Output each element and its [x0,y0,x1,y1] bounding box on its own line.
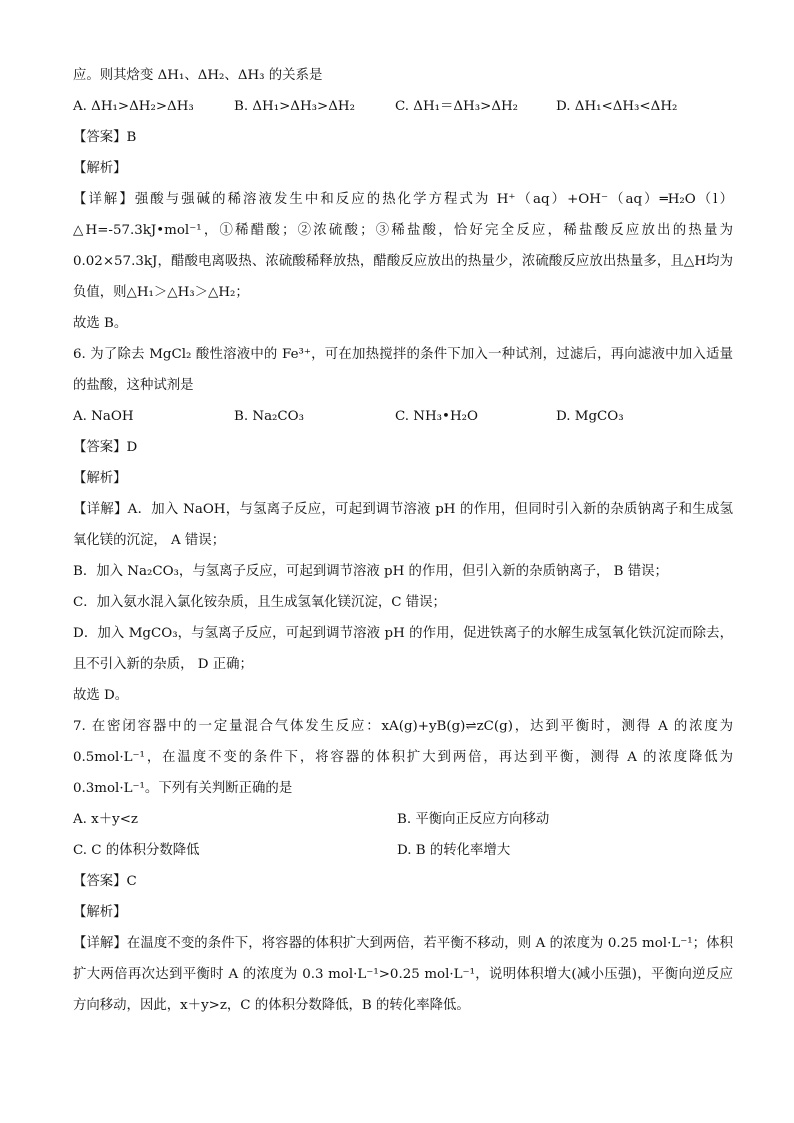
question-6-detail-d: D．加入 MgCO₃，与氢离子反应，可起到调节溶液 pH 的作用，促进铁离子的水解生成氢氧化铁沉淀而除去，且不引入新的杂质， D 正确； [73,626,733,672]
option-b: B. Na₂CO₃ [234,409,305,424]
question-7-options-row1 [73,804,733,835]
question-6-detail-b: B．加入 Na₂CO₃，与氢离子反应，可起到调节溶液 pH 的作用，但引入新的杂质钠离子， B 错误； [73,564,668,579]
question-5-detail: 【详解】强酸与强碱的稀溶液发生中和反应的热化学方程式为 H⁺（aq）+OH⁻（aq）═H₂O（l）△H=-57.3kJ•mol⁻¹，①稀醋酸；②浓硫酸；③稀盐酸，恰好完全反应，稀盐酸反应放出的热量为 0.02×57.3kJ，醋酸电离吸热、浓硫酸稀释放热，醋酸反应放出的热量少，浓硫酸反应放出热量多，且△H均为负值，则△H₁＞△H₃＞△H₂； [73,192,733,300]
document-page [73,60,733,1021]
question-5-options [73,91,733,122]
question-7-stem: 7. 在密闭容器中的一定量混合气体发生反应：xA(g)+yB(g)⇌zC(g)，达到平衡时，测得 A 的浓度为 0.5mol·L⁻¹，在温度不变的条件下，将容器的体积扩大到两倍，再达到平衡，测得 A 的浓度降低为 0.3mol·L⁻¹。下列有关判断正确的是 [73,719,733,796]
question-5-stem-continuation: 应。则其焓变 ΔH₁、ΔH₂、ΔH₃ 的关系是 [73,68,323,83]
question-6-options [73,401,733,432]
option-d: D. ΔH₁<ΔH₃<ΔH₂ [556,99,678,114]
question-7-analysis-heading: 【解析】 [73,905,127,920]
question-6-detail-a: 【详解】A．加入 NaOH，与氢离子反应，可起到调节溶液 pH 的作用，但同时引入新的杂质钠离子和生成氢氧化镁的沉淀， A 错误； [73,502,733,548]
question-6-analysis-heading: 【解析】 [73,471,127,486]
option-b: B. 平衡向正反应方向移动 [397,812,550,827]
question-6-conclusion: 故选 D。 [73,688,129,703]
option-b: B. ΔH₁>ΔH₃>ΔH₂ [234,99,355,114]
option-c: C. ΔH₁＝ΔH₃>ΔH₂ [395,99,519,114]
question-7-detail: 【详解】在温度不变的条件下，将容器的体积扩大到两倍，若平衡不移动，则 A 的浓度为 0.25 mol·L⁻¹；体积扩大两倍再次达到平衡时 A 的浓度为 0.3 mol·L⁻¹>0.25 mol·L⁻¹，说明体积增大(减小压强)，平衡向逆反应方向移动，因此，x＋y>z，C 的体积分数降低，B 的转化率降低。 [73,936,733,1013]
option-a: A. NaOH [73,409,134,424]
option-a: A. x＋y<z [73,812,138,827]
option-c: C. NH₃•H₂O [395,409,478,424]
question-6-stem: 6. 为了除去 MgCl₂ 酸性溶液中的 Fe³⁺，可在加热搅拌的条件下加入一种试剂，过滤后，再向滤液中加入适量的盐酸，这种试剂是 [73,347,733,393]
option-a: A. ΔH₁>ΔH₂>ΔH₃ [73,99,194,114]
question-5-conclusion: 故选 B。 [73,316,128,331]
option-d: D. B 的转化率增大 [397,843,511,858]
question-7-options-row2 [73,835,733,866]
question-6-answer: 【答案】D [73,440,138,455]
question-7-answer: 【答案】C [73,874,137,889]
question-5-answer: 【答案】B [73,130,137,145]
option-c: C. C 的体积分数降低 [73,843,200,858]
option-d: D. MgCO₃ [556,409,624,424]
question-6-detail-c: C．加入氨水混入氯化铵杂质，且生成氢氧化镁沉淀，C 错误； [73,595,446,610]
question-5-analysis-heading: 【解析】 [73,161,127,176]
